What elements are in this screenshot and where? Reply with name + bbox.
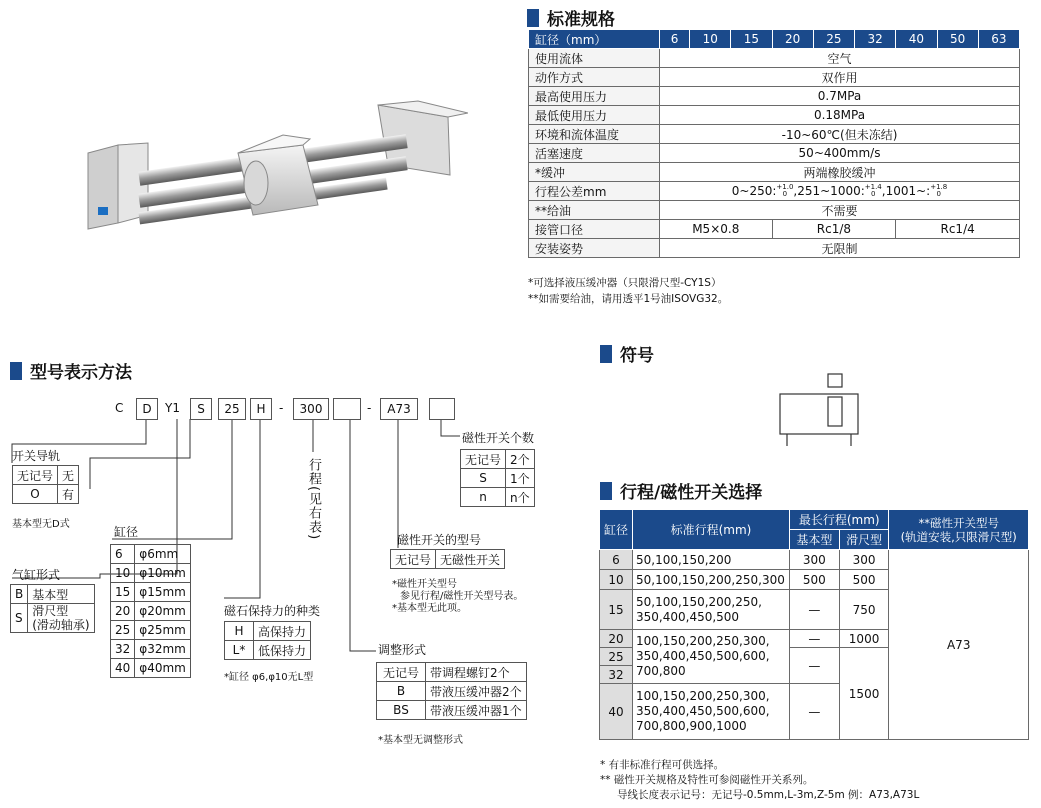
bore-cell: 10 bbox=[600, 570, 633, 590]
bore-size: φ40mm bbox=[135, 659, 191, 678]
std-stroke: 100,150,200,250,300, 350,400,450,500,600, 700,800,900,1000 bbox=[633, 684, 790, 740]
adjust-title: 调整形式 bbox=[378, 643, 427, 657]
bore-code: 32 bbox=[111, 640, 135, 659]
bore-cell: 32 bbox=[600, 666, 633, 684]
switch-count-code: S bbox=[461, 469, 506, 488]
magnet-code: L* bbox=[225, 641, 254, 660]
spec-note: *可选择液压缓冲器（只限滑尺型-CY1S） bbox=[528, 277, 722, 289]
bore-cell: 40 bbox=[600, 684, 633, 740]
spec-value: 0.18MPa bbox=[660, 106, 1020, 125]
code-switch-count-box bbox=[429, 398, 455, 420]
spec-value: 无限制 bbox=[660, 239, 1020, 258]
stroke-note: * 有非标准行程可供选择。 bbox=[600, 759, 725, 771]
bore-code: 20 bbox=[111, 602, 135, 621]
switch-model: A73 bbox=[889, 550, 1029, 740]
bore-50: 50 bbox=[937, 30, 978, 49]
switch-type-note: 参见行程/磁性开关型号表。 bbox=[400, 591, 524, 602]
spec-value: 0.7MPa bbox=[660, 87, 1020, 106]
code-dash2: - bbox=[367, 401, 372, 415]
slide-max: 500 bbox=[839, 570, 889, 590]
bore-10: 10 bbox=[690, 30, 731, 49]
switch-type-code: 无记号 bbox=[391, 550, 436, 569]
h-bore: 缸径 bbox=[600, 510, 633, 550]
h-sw: **磁性开关型号 (轨道安装,只限滑尺型) bbox=[889, 510, 1029, 550]
symbol-title: 符号 bbox=[600, 341, 654, 366]
basic-max: — bbox=[790, 684, 840, 740]
spec-value: 50~400mm/s bbox=[660, 144, 1020, 163]
std-stroke: 50,100,150,200,250, 350,400,450,500 bbox=[633, 590, 790, 630]
code-switch-box: A73 bbox=[380, 398, 418, 420]
basic-max: — bbox=[790, 630, 840, 648]
model-title: 型号表示方法 bbox=[10, 358, 132, 383]
spec-label: 接管口径 bbox=[529, 220, 660, 239]
switch-count-desc: 1个 bbox=[506, 469, 535, 488]
cyl-type-desc: 滑尺型 (滑动轴承) bbox=[28, 604, 94, 633]
std-stroke: 50,100,150,200 bbox=[633, 550, 790, 570]
rail-desc: 无 bbox=[58, 466, 79, 485]
magnet-desc: 高保持力 bbox=[254, 622, 311, 641]
code-d-box: D bbox=[136, 398, 158, 420]
bore-size: φ6mm bbox=[135, 545, 191, 564]
switch-count-desc: n个 bbox=[506, 488, 535, 507]
spec-label: 最高使用压力 bbox=[529, 87, 660, 106]
code-s-box: S bbox=[190, 398, 212, 420]
product-photo bbox=[78, 95, 468, 235]
bore-code: 25 bbox=[111, 621, 135, 640]
spec-value: -10~60℃(但未冻结) bbox=[660, 125, 1020, 144]
code-bore-box: 25 bbox=[218, 398, 246, 420]
bore-table bbox=[110, 544, 191, 678]
stroke-table bbox=[599, 509, 1029, 740]
port-value: Rc1/4 bbox=[896, 220, 1020, 239]
slide-max: 1500 bbox=[839, 648, 889, 740]
magnet-table bbox=[224, 621, 311, 660]
bore-cell: 25 bbox=[600, 648, 633, 666]
section-marker-icon bbox=[600, 482, 612, 500]
adjust-table bbox=[376, 662, 527, 720]
cyl-type-table bbox=[10, 584, 95, 633]
switch-type-note: *磁性开关型号 bbox=[392, 579, 457, 590]
bore-code: 15 bbox=[111, 583, 135, 602]
spec-table bbox=[528, 29, 1020, 258]
bore-title: 缸径 bbox=[114, 525, 139, 539]
bore-40: 40 bbox=[896, 30, 937, 49]
std-stroke: 100,150,200,250,300, 350,400,450,500,600, 700,800 bbox=[633, 630, 790, 684]
rail-note: 基本型无D式 bbox=[12, 519, 70, 530]
port-value: Rc1/8 bbox=[772, 220, 896, 239]
code-y1: Y1 bbox=[165, 401, 180, 415]
h-std: 标准行程(mm) bbox=[633, 510, 790, 550]
cyl-type-code: B bbox=[11, 585, 28, 604]
cyl-type-title: 气缸形式 bbox=[12, 568, 61, 582]
spec-value: 双作用 bbox=[660, 68, 1020, 87]
adjust-note: *基本型无调整形式 bbox=[378, 735, 463, 746]
basic-max: — bbox=[790, 648, 840, 684]
bore-20: 20 bbox=[772, 30, 813, 49]
spec-label: 最低使用压力 bbox=[529, 106, 660, 125]
bore-size: φ20mm bbox=[135, 602, 191, 621]
stroke-label: 行程(见右表) bbox=[306, 458, 321, 541]
adjust-desc: 带调程螺钉2个 bbox=[426, 663, 527, 682]
slide-max: 750 bbox=[839, 590, 889, 630]
adjust-desc: 带液压缓冲器1个 bbox=[426, 701, 527, 720]
bore-6: 6 bbox=[660, 30, 690, 49]
bore-code: 10 bbox=[111, 564, 135, 583]
spec-label: 活塞速度 bbox=[529, 144, 660, 163]
magnet-desc: 低保持力 bbox=[254, 641, 311, 660]
port-value: M5×0.8 bbox=[660, 220, 773, 239]
rail-table bbox=[12, 465, 79, 504]
slide-max: 1000 bbox=[839, 630, 889, 648]
bore-size: φ32mm bbox=[135, 640, 191, 659]
section-marker-icon bbox=[527, 9, 539, 27]
bore-code: 40 bbox=[111, 659, 135, 678]
magnet-note: *缸径 φ6,φ10无L型 bbox=[224, 672, 314, 683]
switch-count-desc: 2个 bbox=[506, 450, 535, 469]
switch-count-code: n bbox=[461, 488, 506, 507]
basic-max: — bbox=[790, 590, 840, 630]
adjust-desc: 带液压缓冲器2个 bbox=[426, 682, 527, 701]
adjust-code: B bbox=[377, 682, 426, 701]
code-c: C bbox=[115, 401, 124, 415]
bore-25: 25 bbox=[813, 30, 854, 49]
spec-label: 安装姿势 bbox=[529, 239, 660, 258]
rail-code: 无记号 bbox=[13, 466, 58, 485]
spec-label: 行程公差mm bbox=[529, 182, 660, 201]
switch-count-title: 磁性开关个数 bbox=[462, 431, 535, 445]
switch-type-desc: 无磁性开关 bbox=[436, 550, 505, 569]
rail-title: 开关导轨 bbox=[12, 449, 61, 463]
spec-label: 动作方式 bbox=[529, 68, 660, 87]
adjust-code: 无记号 bbox=[377, 663, 426, 682]
basic-max: 300 bbox=[790, 550, 840, 570]
switch-type-table bbox=[390, 549, 505, 569]
switch-type-title: 磁性开关的型号 bbox=[397, 533, 482, 547]
code-dash1: - bbox=[279, 401, 284, 415]
spec-value: 不需要 bbox=[660, 201, 1020, 220]
spec-value: 两端橡胶缓冲 bbox=[660, 163, 1020, 182]
spec-title: 标准规格 bbox=[527, 5, 615, 30]
spec-value: 空气 bbox=[660, 49, 1020, 68]
cyl-type-desc: 基本型 bbox=[28, 585, 94, 604]
cylinder-symbol-icon bbox=[775, 372, 865, 450]
switch-count-table bbox=[460, 449, 535, 507]
std-stroke: 50,100,150,200,250,300 bbox=[633, 570, 790, 590]
bore-header: 缸径（mm） bbox=[529, 30, 660, 49]
h-slide: 滑尺型 bbox=[839, 530, 889, 550]
cyl-type-code: S bbox=[11, 604, 28, 633]
section-marker-icon bbox=[10, 362, 22, 380]
bore-63: 63 bbox=[978, 30, 1019, 49]
basic-max: 500 bbox=[790, 570, 840, 590]
spec-note: **如需要给油，请用透平1号油ISOVG32。 bbox=[528, 293, 729, 305]
stroke-sel-title: 行程/磁性开关选择 bbox=[600, 478, 762, 503]
spec-label: 环境和流体温度 bbox=[529, 125, 660, 144]
bore-cell: 15 bbox=[600, 590, 633, 630]
spec-label: 使用流体 bbox=[529, 49, 660, 68]
code-h-box: H bbox=[250, 398, 272, 420]
bore-cell: 20 bbox=[600, 630, 633, 648]
rail-desc: 有 bbox=[58, 485, 79, 504]
h-basic: 基本型 bbox=[790, 530, 840, 550]
code-stroke-box: 300 bbox=[293, 398, 329, 420]
magnet-title: 磁石保持力的种类 bbox=[224, 604, 321, 618]
bore-size: φ10mm bbox=[135, 564, 191, 583]
magnet-code: H bbox=[225, 622, 254, 641]
switch-count-code: 无记号 bbox=[461, 450, 506, 469]
slide-max: 300 bbox=[839, 550, 889, 570]
rail-code: O bbox=[13, 485, 58, 504]
spec-label: *缓冲 bbox=[529, 163, 660, 182]
stroke-note: 导线长度表示记号：无记号-0.5mm,L-3m,Z-5m 例：A73,A73L bbox=[617, 789, 920, 801]
spec-label: **给油 bbox=[529, 201, 660, 220]
code-adjust-box bbox=[333, 398, 361, 420]
bore-15: 15 bbox=[731, 30, 772, 49]
tolerance-value: 0~250:$^{+1.0 0}$ ,251~1000:$^{+1.4 0}$ ,1001~:$^{+1.8 0}$ bbox=[660, 182, 1020, 201]
switch-type-note: *基本型无此项。 bbox=[392, 603, 467, 614]
stroke-note: ** 磁性开关规格及特性可参阅磁性开关系列。 bbox=[600, 774, 814, 786]
bore-32: 32 bbox=[855, 30, 896, 49]
section-marker-icon bbox=[600, 345, 612, 363]
h-max: 最长行程(mm) bbox=[790, 510, 889, 530]
bore-code: 6 bbox=[111, 545, 135, 564]
bore-cell: 6 bbox=[600, 550, 633, 570]
bore-size: φ15mm bbox=[135, 583, 191, 602]
adjust-code: BS bbox=[377, 701, 426, 720]
bore-size: φ25mm bbox=[135, 621, 191, 640]
